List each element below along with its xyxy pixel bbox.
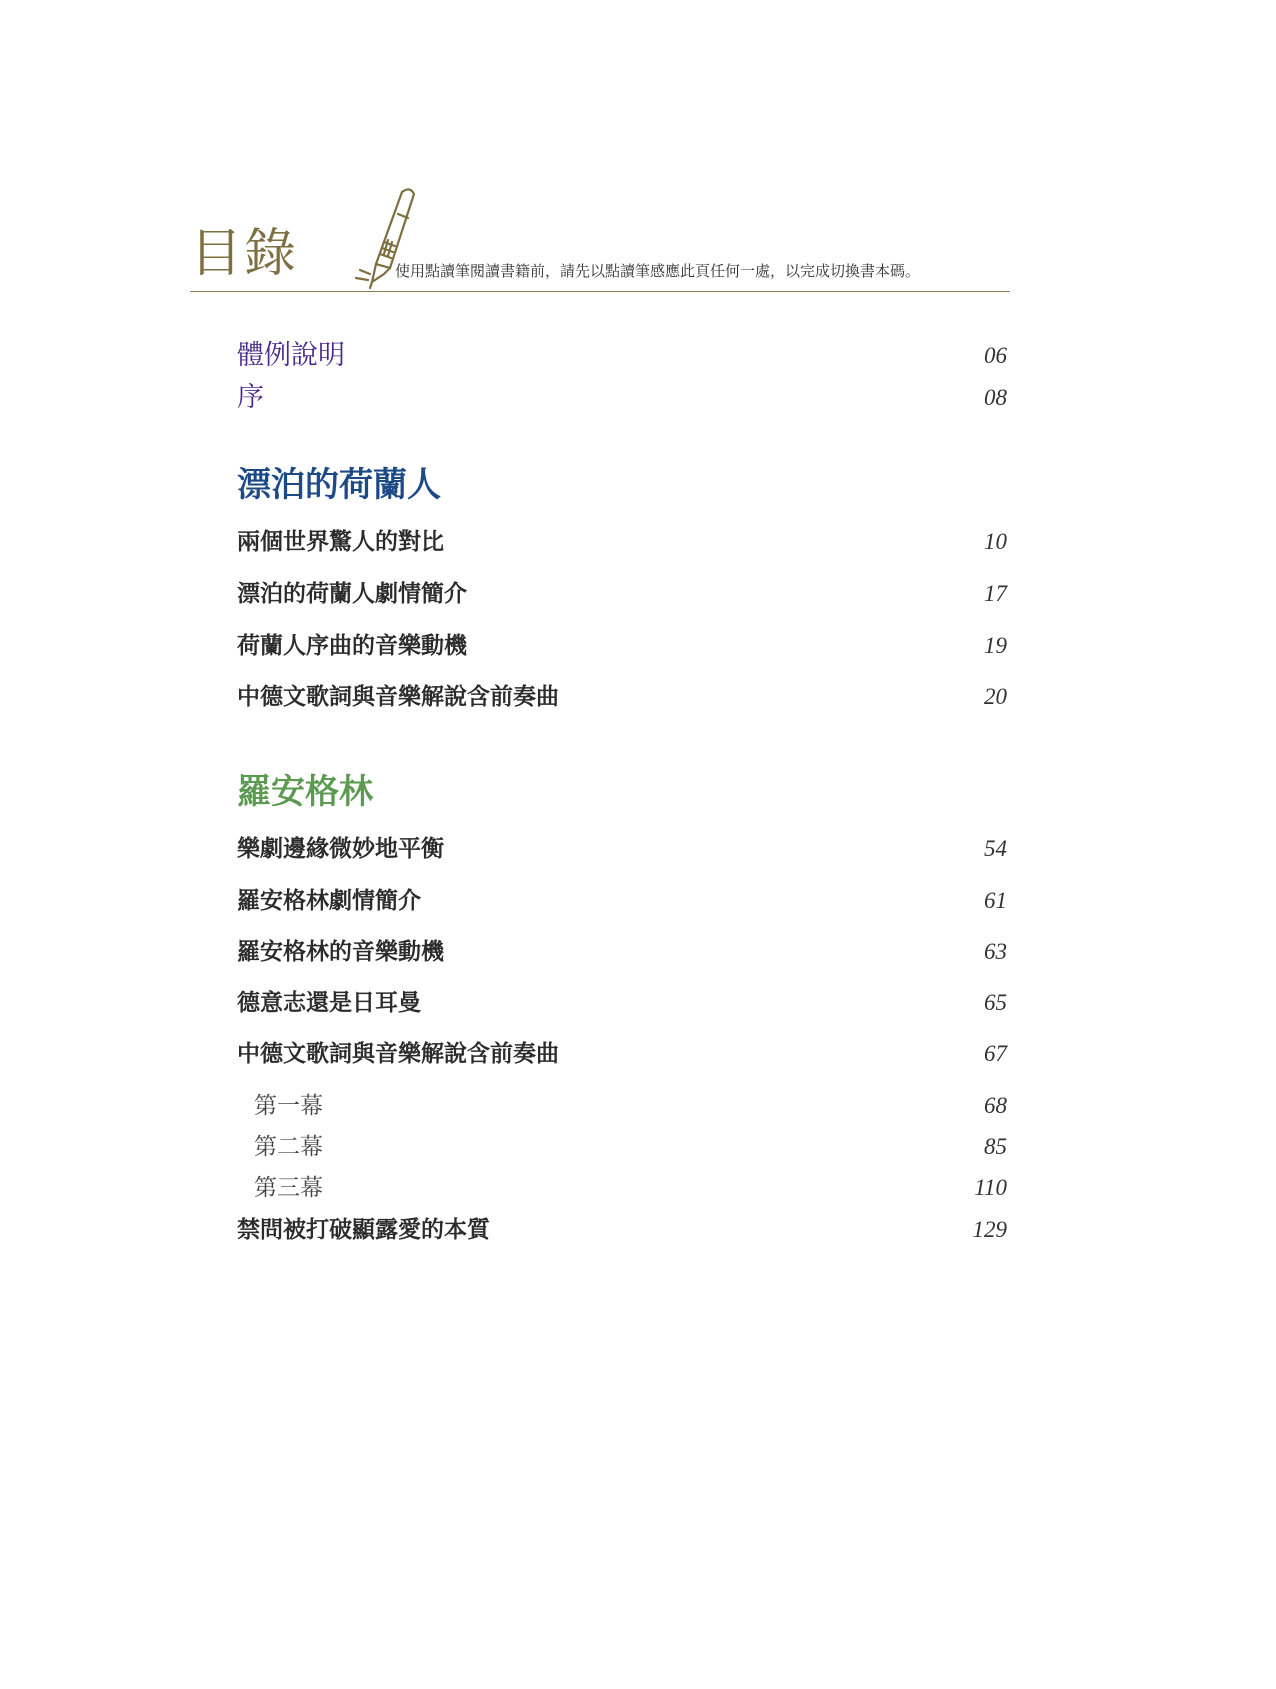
toc-entry-label: 荷蘭人序曲的音樂動機 xyxy=(237,632,467,659)
toc-entry-label: 第三幕 xyxy=(254,1175,323,1201)
toc-entry-label: 體例說明 xyxy=(237,340,345,371)
toc-entry-label: 兩個世界驚人的對比 xyxy=(237,528,444,555)
toc-entry[interactable] xyxy=(237,381,1007,415)
toc-entry-label: 羅安格林的音樂動機 xyxy=(237,938,444,965)
toc-entry-label: 中德文歌詞與音樂解說含前奏曲 xyxy=(237,1040,559,1067)
toc-entry[interactable] xyxy=(237,1037,1007,1071)
toc-entry[interactable] xyxy=(237,884,1007,918)
toc-entry-page: 06 xyxy=(984,343,1007,368)
header-divider xyxy=(190,291,1010,292)
toc-entry[interactable] xyxy=(237,525,1007,559)
toc-entry-page: 65 xyxy=(984,990,1007,1015)
toc-entry-label: 序 xyxy=(237,382,264,413)
toc-entry-page: 10 xyxy=(984,529,1007,554)
toc-entry-page: 67 xyxy=(984,1041,1007,1066)
toc-subentry[interactable] xyxy=(237,1130,1007,1164)
toc-entry[interactable] xyxy=(237,680,1007,714)
toc-entry-label: 羅安格林劇情簡介 xyxy=(237,887,421,914)
toc-subentry[interactable] xyxy=(237,1171,1007,1205)
page-title: 目錄 xyxy=(190,224,299,284)
toc-entry-page: 20 xyxy=(984,684,1007,709)
toc-entry-label: 德意志還是日耳曼 xyxy=(237,989,421,1016)
toc-header xyxy=(190,180,1010,295)
pen-instruction: 使用點讀筆閱讀書籍前，請先以點讀筆感應此頁任何一處，以完成切換書本碼。 xyxy=(395,262,921,280)
toc-entry[interactable] xyxy=(237,339,1007,373)
toc-entry-label: 漂泊的荷蘭人劇情簡介 xyxy=(237,580,467,607)
toc-entry-label: 禁問被打破顯露愛的本質 xyxy=(237,1216,490,1243)
toc-entry-label: 第二幕 xyxy=(254,1134,323,1160)
toc-entry[interactable] xyxy=(237,1213,1007,1247)
toc-entry-label: 中德文歌詞與音樂解說含前奏曲 xyxy=(237,683,559,710)
toc-entry-label: 樂劇邊緣微妙地平衡 xyxy=(237,835,444,862)
toc-entry-page: 17 xyxy=(984,581,1007,606)
toc-entry[interactable] xyxy=(237,986,1007,1020)
toc-entry[interactable] xyxy=(237,832,1007,866)
toc-entry-page: 08 xyxy=(984,385,1007,410)
toc-entry-page: 68 xyxy=(984,1093,1007,1118)
toc-subentry[interactable] xyxy=(237,1089,1007,1123)
toc-entry-page: 85 xyxy=(984,1134,1007,1159)
toc-entry[interactable] xyxy=(237,577,1007,611)
toc-entry-page: 63 xyxy=(984,939,1007,964)
toc-entry-page: 110 xyxy=(974,1175,1007,1200)
toc-entry-page: 19 xyxy=(984,633,1007,658)
section-title-lohengrin: 羅安格林 xyxy=(237,772,373,812)
toc-entry[interactable] xyxy=(237,935,1007,969)
toc-entry-page: 54 xyxy=(984,836,1007,861)
section-title-flying-dutchman: 漂泊的荷蘭人 xyxy=(237,465,441,505)
toc-entry-label: 第一幕 xyxy=(254,1093,323,1119)
toc-entry[interactable] xyxy=(237,629,1007,663)
toc-entry-page: 61 xyxy=(984,888,1007,913)
toc-entry-page: 129 xyxy=(972,1217,1007,1242)
